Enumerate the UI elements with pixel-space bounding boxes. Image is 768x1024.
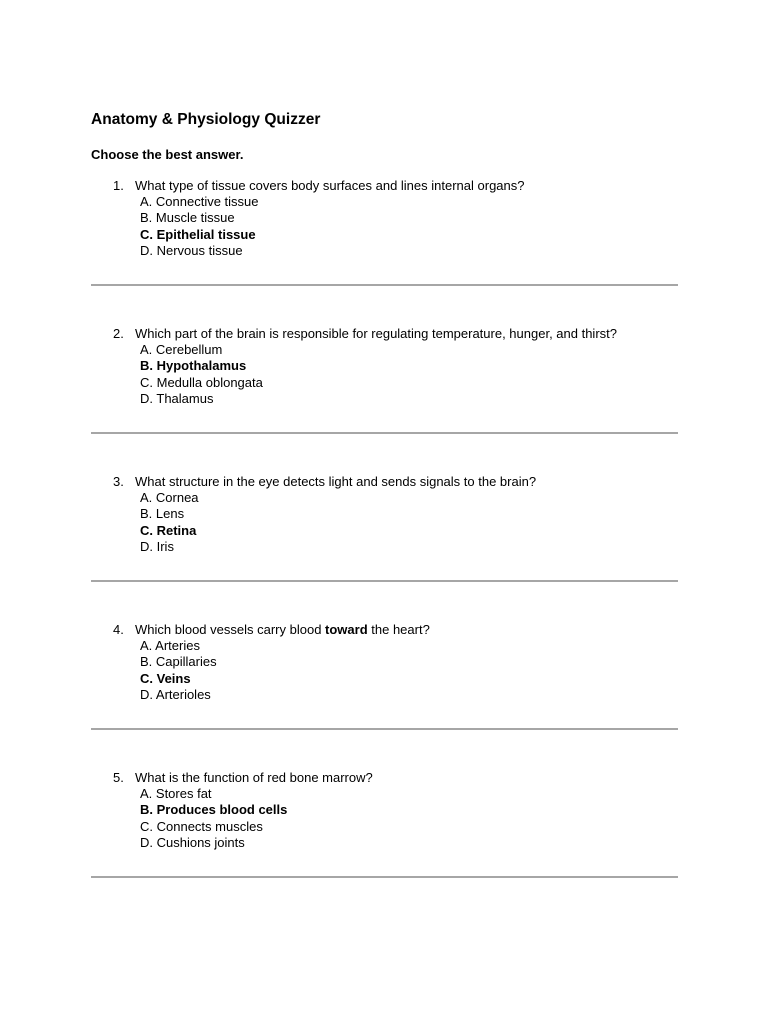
option-b: B. Produces blood cells — [140, 802, 288, 817]
divider — [91, 876, 678, 878]
question-text-before: What is the function of red bone marrow? — [135, 770, 373, 785]
instructions: Choose the best answer. — [91, 147, 244, 162]
divider — [91, 580, 678, 582]
option-d: D. Arterioles — [140, 687, 211, 702]
page-title: Anatomy & Physiology Quizzer — [91, 111, 321, 128]
options-list — [140, 194, 259, 260]
divider — [91, 284, 678, 286]
option-c: C. Connects muscles — [140, 818, 263, 834]
option-c: C. Epithelial tissue — [140, 226, 256, 242]
question-text — [135, 177, 525, 194]
option-c: C. Retina — [140, 522, 197, 538]
option-b: B. Lens — [140, 506, 185, 521]
option-a: A. Stores fat — [140, 785, 212, 801]
question-text — [135, 473, 536, 490]
question-2 — [91, 325, 678, 465]
question-text-before: What type of tissue covers body surfaces and lines internal organs? — [135, 178, 525, 193]
question-number: 4. — [113, 622, 124, 637]
question-text-before: Which part of the brain is responsible for regulating temperature, hunger, and thirst? — [135, 326, 617, 341]
question-number: 3. — [113, 474, 124, 489]
question-3 — [91, 473, 678, 613]
option-b: B. Hypothalamus — [140, 358, 247, 373]
divider — [91, 728, 678, 730]
option-d: D. Iris — [140, 539, 174, 554]
option-c: C. Medulla oblongata — [140, 374, 263, 390]
options-list — [140, 638, 217, 704]
option-b: B. Muscle tissue — [140, 210, 235, 225]
options-list — [140, 786, 287, 852]
option-d: D. Thalamus — [140, 391, 214, 406]
question-text-emphasis: toward — [325, 622, 368, 637]
question-text-before: Which blood vessels carry blood — [135, 622, 326, 637]
option-d: D. Cushions joints — [140, 835, 245, 850]
option-a: A. Connective tissue — [140, 193, 259, 209]
option-d: D. Nervous tissue — [140, 243, 243, 258]
option-a: A. Cornea — [140, 489, 199, 505]
divider — [91, 432, 678, 434]
question-1 — [91, 177, 678, 317]
question-text — [135, 769, 373, 786]
question-text — [135, 621, 430, 638]
option-a: A. Cerebellum — [140, 341, 223, 357]
question-number: 5. — [113, 770, 124, 785]
option-b: B. Capillaries — [140, 654, 217, 669]
question-text-after: the heart? — [367, 622, 430, 637]
question-text-before: What structure in the eye detects light and sends signals to the brain? — [135, 474, 537, 489]
question-number: 2. — [113, 326, 124, 341]
options-list — [140, 342, 263, 408]
question-5 — [91, 769, 678, 909]
options-list — [140, 490, 199, 556]
question-text — [135, 325, 617, 342]
option-c: C. Veins — [140, 670, 191, 686]
question-4 — [91, 621, 678, 761]
option-a: A. Arteries — [140, 637, 200, 653]
question-number: 1. — [113, 178, 124, 193]
